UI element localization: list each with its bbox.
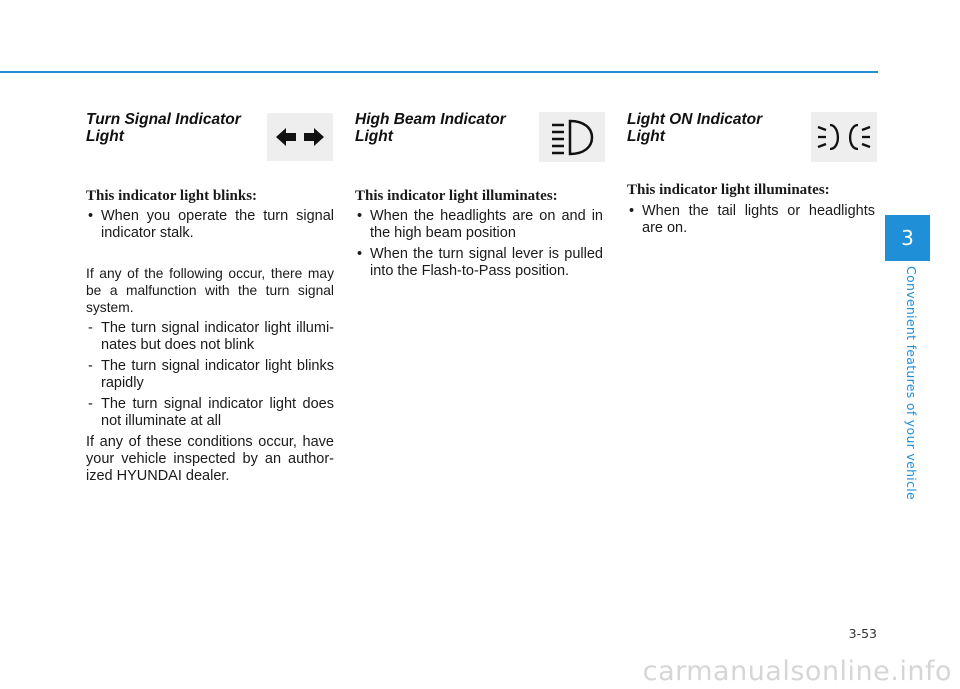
chapter-title: Convenient features of your vehicle [904, 266, 919, 501]
intro-paragraph: If any of the following occur, there may be a malfunction with the turn signal system. [86, 266, 334, 315]
bullet-item: • When the turn signal lever is pulled into the Flash-to-Pass position. [355, 246, 603, 280]
light-on-icon-box [811, 112, 877, 162]
section-body [627, 203, 875, 241]
watermark: carmanualsonline.info [642, 656, 952, 687]
section-heading: Light ON Indicator Light [627, 111, 763, 145]
closing-paragraph: If any of these conditions occur, have your vehicle inspected by an author- ized HYUNDAI dealer. [86, 434, 334, 484]
section-body-2 [86, 265, 334, 489]
turn-signal-icon-box [267, 113, 333, 161]
dash-item: - The turn signal indicator light blinks rapidly [86, 358, 334, 392]
section-heading: Turn Signal Indicator Light [86, 111, 241, 145]
section-body [355, 208, 603, 284]
page-number: 3-53 [848, 626, 877, 641]
dash-item: - The turn signal indicator light illumi- nates but does not blink [86, 320, 334, 354]
high-beam-icon-box [539, 112, 605, 162]
section-body [86, 208, 334, 246]
top-rule [0, 71, 878, 73]
bullet-item: • When the tail lights or headlights are on. [627, 203, 875, 237]
section-subheading: This indicator light illuminates: [355, 188, 558, 204]
light-on-icon [816, 119, 872, 155]
bullet-item: • When the headlights are on and in the high beam position [355, 208, 603, 242]
section-subheading: This indicator light illuminates: [627, 182, 830, 198]
high-beam-icon [549, 117, 595, 157]
dash-item: - The turn signal indicator light does not illuminate at all [86, 396, 334, 430]
turn-signal-arrows-icon [274, 126, 326, 148]
section-subheading: This indicator light blinks: [86, 188, 258, 204]
bullet-item: • When you operate the turn signal indicator stalk. [86, 208, 334, 242]
chapter-number-tab: 3 [885, 215, 930, 261]
section-heading: High Beam Indicator Light [355, 111, 506, 145]
